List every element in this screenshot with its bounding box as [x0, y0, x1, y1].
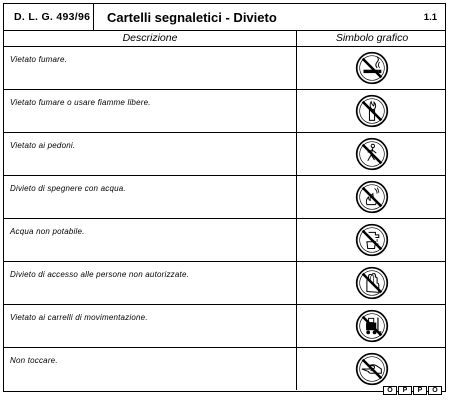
description-cell	[4, 176, 297, 218]
row-label: Vietato fumare.	[10, 55, 68, 64]
row-label: Vietato ai pedoni.	[10, 141, 76, 150]
description-cell	[4, 262, 297, 304]
logo-letter: P	[413, 386, 427, 395]
table-row	[4, 176, 445, 219]
row-label: Vietato ai carrelli di movimentazione.	[10, 313, 148, 322]
table-row	[4, 348, 445, 390]
description-cell	[4, 133, 297, 175]
symbol-cell	[297, 176, 447, 218]
table-row	[4, 47, 445, 90]
document-sheet	[3, 3, 446, 392]
column-headers	[4, 30, 445, 47]
page-title: Cartelli segnaletici - Divieto	[107, 9, 277, 25]
do-not-touch-icon	[355, 352, 389, 386]
description-column-header: Descrizione	[4, 30, 297, 46]
symbol-cell	[297, 47, 447, 89]
table-row	[4, 90, 445, 133]
table-row	[4, 262, 445, 305]
non-potable-water-icon	[355, 223, 389, 257]
logo-letter: P	[398, 386, 412, 395]
row-label: Non toccare.	[10, 356, 58, 365]
no-open-flame-icon	[355, 94, 389, 128]
symbol-cell	[297, 348, 447, 390]
law-code: D. L. G. 493/96	[4, 4, 94, 30]
row-label: Vietato fumare o usare fiamme libere.	[10, 98, 151, 107]
no-unauthorized-access-icon	[355, 266, 389, 300]
row-label: Divieto di spegnere con acqua.	[10, 184, 126, 193]
no-forklifts-icon	[355, 309, 389, 343]
logo-letter: O	[428, 386, 442, 395]
no-smoking-icon	[355, 51, 389, 85]
no-pedestrians-icon	[355, 137, 389, 171]
no-water-extinguish-icon	[355, 180, 389, 214]
table-row	[4, 219, 445, 262]
symbol-cell	[297, 305, 447, 347]
description-cell	[4, 305, 297, 347]
row-label: Divieto di accesso alle persone non autorizzate.	[10, 270, 190, 279]
page-number: 1.1	[423, 11, 437, 23]
row-label: Acqua non potabile.	[10, 227, 85, 236]
table-row	[4, 133, 445, 176]
table-row	[4, 305, 445, 348]
symbol-column-header: Simbolo grafico	[335, 32, 409, 44]
description-cell	[4, 219, 297, 261]
header-bar	[4, 4, 445, 31]
description-cell	[4, 348, 297, 390]
signs-table	[4, 47, 445, 390]
description-cell	[4, 90, 297, 132]
symbol-cell	[297, 219, 447, 261]
logo-letter: O	[383, 386, 397, 395]
symbol-cell	[297, 133, 447, 175]
description-cell	[4, 47, 297, 89]
symbol-cell	[297, 262, 447, 304]
publisher-logo	[383, 386, 442, 395]
symbol-cell	[297, 90, 447, 132]
